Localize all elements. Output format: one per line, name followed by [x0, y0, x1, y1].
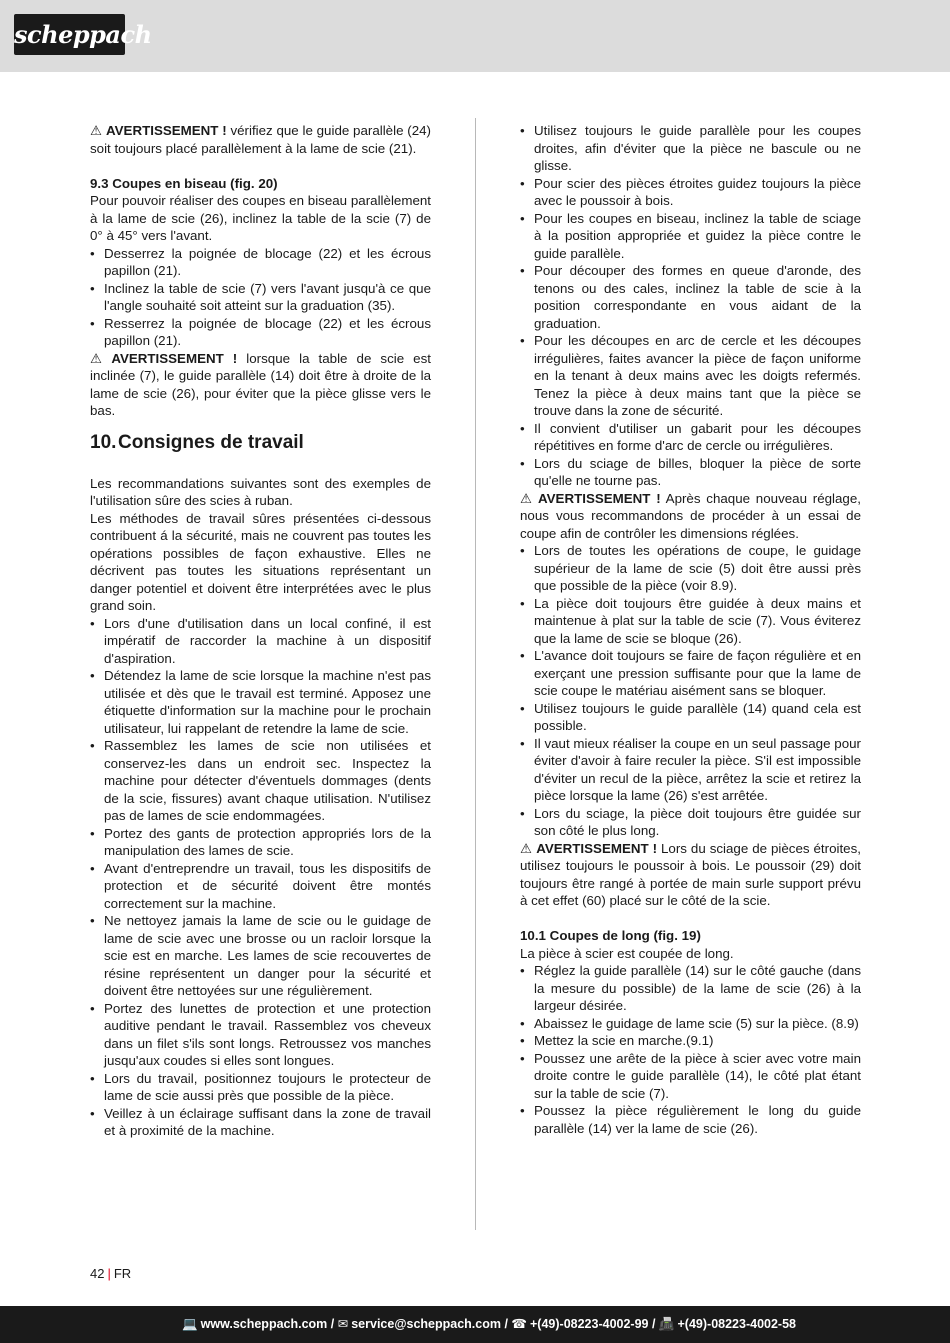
warning-label: AVERTISSEMENT ! [538, 490, 661, 506]
list-item: • Pour les coupes en biseau, inclinez la table de sciage à la position appropriée et guidez la pièce contre le guide parallèle. [520, 210, 861, 263]
warning-note [90, 122, 431, 157]
list-item: • Pour les découpes en arc de cercle et les découpes irrégulières, faites avancer la pièce de façon uniforme en la tenant à deux mains avec les doigts refermés. Tenez la pièce à deux mains tant que la pièce se trouve dans la zone de sécurité. [520, 332, 861, 420]
warning-label: AVERTISSEMENT ! [106, 123, 227, 138]
page-separator: | [107, 1266, 111, 1281]
page-number-value: 42 [90, 1266, 105, 1281]
warning-icon: ⚠ [90, 350, 108, 366]
computer-icon: 💻 [182, 1317, 198, 1331]
list-item: • Lors d'une d'utilisation dans un local confiné, il est impératif de raccorder la machine à un dispositif d'aspiration. [90, 615, 431, 668]
paragraph: Les recommandations suivantes sont des exemples de l'utilisation sûre des scies à ruban. [90, 475, 431, 508]
warning-note [90, 350, 431, 420]
right-column [520, 122, 861, 1137]
section-heading [90, 432, 431, 454]
subsection-title-rip-cut: 10.1 Coupes de long (fig. 19) [520, 928, 701, 943]
scheppach-logo: scheppach [14, 14, 125, 55]
warning-icon: ⚠ [520, 840, 533, 856]
list-item: • Pour découper des formes en queue d'aronde, des tenons ou des cales, inclinez la table de scie à la position correspondante en vous aidant de la graduation. [520, 262, 861, 332]
list-item: • Détendez la lame de scie lorsque la machine n'est pas utilisée et dès que le travail est terminé. Apposez une étiquette d'information sur la machine pour le prochain utilisateur, lui rappelant de retendre la lame de scie. [90, 667, 431, 737]
list-item: • Lors du travail, positionnez toujours le protecteur de lame de scie aussi près que possible de la pièce. [90, 1070, 431, 1105]
mail-icon: ✉ [337, 1317, 349, 1331]
list-item: • Il convient d'utiliser un gabarit pour les découpes répétitives en forme d'arc de cercle ou irrégulières. [520, 420, 861, 455]
list-item: • Lors du sciage de billes, bloquer la pièce de sorte qu'elle ne tourne pas. [520, 455, 861, 490]
list-item: • L'avance doit toujours se faire de façon régulière et en exerçant une pression suffisante pour que la lame de scie coupe le matériau aisément sans se bloquer. [520, 647, 861, 700]
footer-email[interactable]: service@scheppach.com / [351, 1317, 508, 1331]
list-item: • Avant d'entreprendre un travail, tous les dispositifs de protection et de sécurité doivent être montés correctement sur la machine. [90, 860, 431, 913]
list-item: • Utilisez toujours le guide parallèle pour les coupes droites, afin d'éviter que la pièce ne bascule ou ne glisse. [520, 122, 861, 175]
fax-icon: 📠 [658, 1317, 675, 1331]
list-item: • Réglez la guide parallèle (14) sur le côté gauche (dans la mesure du possible) de la lame de scie (26) à la largeur désirée. [520, 962, 861, 1015]
bevel-intro: Pour pouvoir réaliser des coupes en biseau parallèlement à la lame de scie (26), inclinez la table de la scie (7) de 0° à 45° vers l'avant. [90, 193, 431, 243]
warning-text: Lors du sciage de pièces étroites, utilisez toujours le poussoir à bois. Le poussoir (29) doit toujours être rangé à portée de main surle support prévu à cet effet (60) placé sur le côté de la scie. [520, 840, 861, 908]
section-title: Consignes de travail [118, 431, 304, 453]
warning-text: vérifiez que le guide parallèle (24) soit toujours placé parallèlement à la lame de scie (21). [90, 123, 431, 156]
list-item: • Poussez une arête de la pièce à scier avec votre main droite contre le guide parallèle (14), le côté plat étant sur la table de scie (7). [520, 1050, 861, 1103]
footer-bar [0, 1306, 950, 1343]
warning-note [520, 840, 861, 910]
warning-label: AVERTISSEMENT ! [111, 350, 238, 366]
list-item: • La pièce doit toujours être guidée à deux mains et maintenue à plat sur la table de scie (7). Vous éviterez que la lame de scie se bloque (26). [520, 595, 861, 648]
list-item: • Desserrez la poignée de blocage (22) et les écrous papillon (21). [90, 245, 431, 280]
column-divider [475, 118, 476, 1230]
warning-note [520, 490, 861, 543]
warning-icon: ⚠ [520, 490, 535, 506]
footer-contacts [182, 1316, 796, 1332]
list-item: • Ne nettoyez jamais la lame de scie ou le guidage de lame de scie avec une brosse ou un racloir lorsque la scie est en marche. Les lames de scie recouvertes de résine représentent un danger pour la sécurité et doivent être nettoyées sur une régulièrement. [90, 912, 431, 1000]
list-item: • Il vaut mieux réaliser la coupe en un seul passage pour éviter d'avoir à faire reculer la pièce. S'il est impossible d'éviter un recul de la pièce, arrêtez la scie et retirez la pièce lorsque la lame (26) s'est arrêtée. [520, 735, 861, 805]
list-item: • Mettez la scie en marche.(9.1) [520, 1032, 861, 1050]
footer-phone: +(49)-08223-4002-99 / [530, 1317, 656, 1331]
list-item: • Pour scier des pièces étroites guidez toujours la pièce avec le poussoir à bois. [520, 175, 861, 210]
warning-text: lorsque la table de scie est inclinée (7), le guide parallèle (14) doit être à droite de la lame de scie (26), pour éviter que la pièce glisse vers le bas. [90, 350, 431, 418]
bevel-steps-list [90, 245, 431, 350]
list-item: • Lors de toutes les opérations de coupe, le guidage supérieur de la lame de scie (5) doit être aussi près que possible de la pièce (voir 8.9). [520, 542, 861, 595]
work-instructions-list [90, 615, 431, 1140]
list-item: • Portez des gants de protection appropriés lors de la manipulation des lames de scie. [90, 825, 431, 860]
cutting-instructions-list [520, 542, 861, 840]
paragraph: Les méthodes de travail sûres présentées ci-dessous contribuent á la sécurité, mais ne couvrent pas toutes les opérations possibles de façon exhaustive. Elles ne décrivent pas toutes les situations représentant un danger potentiel et doivent être interprétées avec le plus grand soin. [90, 510, 431, 613]
list-item: • Rassemblez les lames de scie non utilisées et conservez-les dans un endroit sec. Inspectez la machine pour détecter d'éventuels dommages (dents de la scie, fissures) avant chaque utilisation. N'utilisez pas de lames de scie endommagées. [90, 737, 431, 825]
header-bar [0, 0, 950, 72]
rip-cut-intro: La pièce à scier est coupée de long. [520, 945, 734, 961]
footer-fax: +(49)-08223-4002-58 [677, 1317, 796, 1331]
footer-website[interactable]: www.scheppach.com / [200, 1317, 335, 1331]
warning-text: Après chaque nouveau réglage, nous vous recommandons de procéder à un essai de coupe afin de contrôler les dimensions réglées. [520, 490, 861, 541]
page-number [90, 1266, 131, 1282]
list-item: • Poussez la pièce régulièrement le long du guide parallèle (14) ver la lame de scie (26). [520, 1102, 861, 1137]
list-item: • Abaissez le guidage de lame scie (5) sur la pièce. (8.9) [520, 1015, 861, 1033]
list-item: • Veillez à un éclairage suffisant dans la zone de travail et à proximité de la machine. [90, 1105, 431, 1140]
page-language: FR [113, 1266, 132, 1281]
left-column [90, 122, 431, 1140]
warning-label: AVERTISSEMENT ! [536, 840, 658, 856]
list-item: • Lors du sciage, la pièce doit toujours être guidée sur son côté le plus long. [520, 805, 861, 840]
work-instructions-list-continued [520, 122, 861, 490]
list-item: • Utilisez toujours le guide parallèle (14) quand cela est possible. [520, 700, 861, 735]
rip-cut-steps-list [520, 962, 861, 1137]
subsection-title-bevel: 9.3 Coupes en biseau (fig. 20) [90, 175, 278, 191]
list-item: • Resserrez la poignée de blocage (22) et les écrous papillon (21). [90, 315, 431, 350]
section-number: 10. [90, 431, 117, 453]
list-item: • Portez des lunettes de protection et une protection auditive pendant le travail. Rassemblez vos cheveux dans un filet s'ils sont longs. Retroussez vos manches jusqu'aux coudes si elles sont longues. [90, 1000, 431, 1070]
warning-icon: ⚠ [90, 123, 103, 138]
phone-icon: ☎ [511, 1317, 527, 1331]
list-item: • Inclinez la table de scie (7) vers l'avant jusqu'à ce que l'angle souhaité soit atteint sur la graduation (35). [90, 280, 431, 315]
